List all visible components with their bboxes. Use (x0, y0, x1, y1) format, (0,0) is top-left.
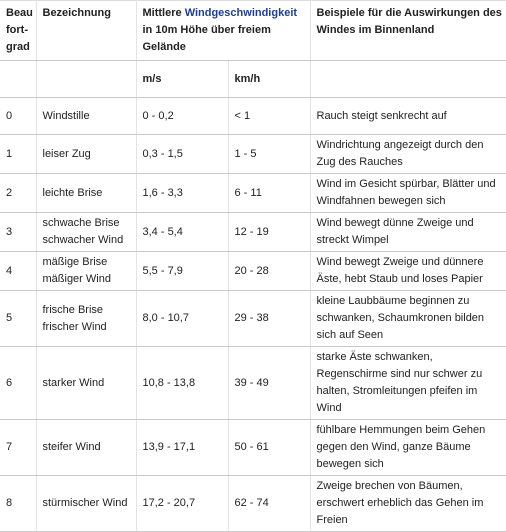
cell-speed-kmh: 39 - 49 (228, 347, 310, 420)
table-row (0, 213, 506, 252)
cell-effect: Rauch steigt senkrecht auf (310, 98, 506, 135)
table-units-row (0, 61, 506, 98)
cell-speed-ms: 17,2 - 20,7 (136, 476, 228, 532)
cell-speed-ms: 5,5 - 7,9 (136, 252, 228, 291)
cell-effect: Wind bewegt Zweige und dünnere Äste, hebt Staub und loses Papier (310, 252, 506, 291)
cell-beaufort-grade: 0 (0, 98, 36, 135)
table-row (0, 135, 506, 174)
bezeichnung-line: schwache Brise (42, 217, 120, 229)
cell-beaufort-grade: 4 (0, 252, 36, 291)
cell-bezeichnung (36, 420, 136, 476)
bezeichnung-line: leichte Brise (42, 186, 103, 199)
cell-effect: Windrichtung angezeigt durch den Zug des Rauches (310, 135, 506, 174)
cell-effect: starke Äste schwanken, Regenschirme sind nur schwer zu halten, Stromleitungen pfeifen im Wind (310, 347, 506, 420)
table-row (0, 476, 506, 532)
cell-speed-ms: 10,8 - 13,8 (136, 347, 228, 420)
cell-speed-ms: 8,0 - 10,7 (136, 291, 228, 347)
cell-beaufort-grade: 3 (0, 213, 36, 252)
cell-effect: fühlbare Hemmungen beim Gehen gegen den Wind, ganze Bäume bewegen sich (310, 420, 506, 476)
unit-ms: m/s (136, 61, 228, 98)
cell-speed-kmh: < 1 (228, 98, 310, 135)
cell-beaufort-grade: 7 (0, 420, 36, 476)
cell-bezeichnung (36, 252, 136, 291)
unit-kmh: km/h (228, 61, 310, 98)
cell-speed-ms: 3,4 - 5,4 (136, 213, 228, 252)
table-row (0, 252, 506, 291)
bezeichnung-line: mäßiger Wind (42, 273, 111, 285)
cell-speed-kmh: 29 - 38 (228, 291, 310, 347)
units-empty-2 (36, 61, 136, 98)
table-header-row (0, 1, 506, 61)
cell-speed-kmh: 12 - 19 (228, 213, 310, 252)
bezeichnung-line: Windstille (42, 109, 90, 122)
cell-bezeichnung (36, 347, 136, 420)
cell-speed-ms: 1,6 - 3,3 (136, 174, 228, 213)
bezeichnung-line: frischer Wind (42, 320, 107, 333)
bezeichnung-line: schwacher Wind (42, 234, 124, 246)
table-row (0, 347, 506, 420)
cell-bezeichnung (36, 98, 136, 135)
header-beaufort: Beau fort- grad (0, 1, 36, 61)
cell-effect: kleine Laubbäume beginnen zu schwanken, Schaumkronen bilden sich auf Seen (310, 291, 506, 347)
cell-speed-ms: 0 - 0,2 (136, 98, 228, 135)
cell-effect: Wind bewegt dünne Zweige und streckt Wimpel (310, 213, 506, 252)
table-body (0, 98, 506, 532)
cell-effect: Zweige brechen von Bäumen, erschwert erheblich das Gehen im Freien (310, 476, 506, 532)
cell-beaufort-grade: 5 (0, 291, 36, 347)
cell-speed-kmh: 20 - 28 (228, 252, 310, 291)
bezeichnung-line: mäßige Brise (42, 256, 108, 268)
bezeichnung-line: starker Wind (42, 376, 105, 389)
cell-bezeichnung (36, 291, 136, 347)
cell-beaufort-grade: 8 (0, 476, 36, 532)
units-empty-3 (310, 61, 506, 98)
windgeschwindigkeit-link[interactable]: Windgeschwindigkeit (184, 7, 298, 19)
cell-beaufort-grade: 6 (0, 347, 36, 420)
cell-speed-kmh: 50 - 61 (228, 420, 310, 476)
table-row (0, 98, 506, 135)
cell-speed-kmh: 1 - 5 (228, 135, 310, 174)
cell-bezeichnung (36, 135, 136, 174)
cell-beaufort-grade: 1 (0, 135, 36, 174)
cell-bezeichnung (36, 476, 136, 532)
units-empty-1 (0, 61, 36, 98)
bezeichnung-line: frische Brise (42, 303, 104, 316)
bezeichnung-line: steifer Wind (42, 441, 101, 453)
cell-speed-ms: 13,9 - 17,1 (136, 420, 228, 476)
cell-bezeichnung (36, 213, 136, 252)
cell-speed-kmh: 6 - 11 (228, 174, 310, 213)
bezeichnung-line: leiser Zug (42, 147, 91, 160)
cell-beaufort-grade: 2 (0, 174, 36, 213)
header-beispiele: Beispiele für die Auswirkungen des Windes im Binnenland (310, 1, 506, 61)
table-row (0, 174, 506, 213)
cell-bezeichnung (36, 174, 136, 213)
cell-speed-ms: 0,3 - 1,5 (136, 135, 228, 174)
cell-speed-kmh: 62 - 74 (228, 476, 310, 532)
header-bezeichnung: Bezeichnung (36, 1, 136, 61)
table-row (0, 420, 506, 476)
cell-effect: Wind im Gesicht spürbar, Blätter und Windfahnen bewegen sich (310, 174, 506, 213)
bezeichnung-line: stürmischer Wind (42, 497, 128, 509)
header-mittlere-windgeschwindigkeit: Mittlere Windgeschwindigkeit in 10m Höhe über freiem Gelände (136, 1, 310, 61)
table-row (0, 291, 506, 347)
